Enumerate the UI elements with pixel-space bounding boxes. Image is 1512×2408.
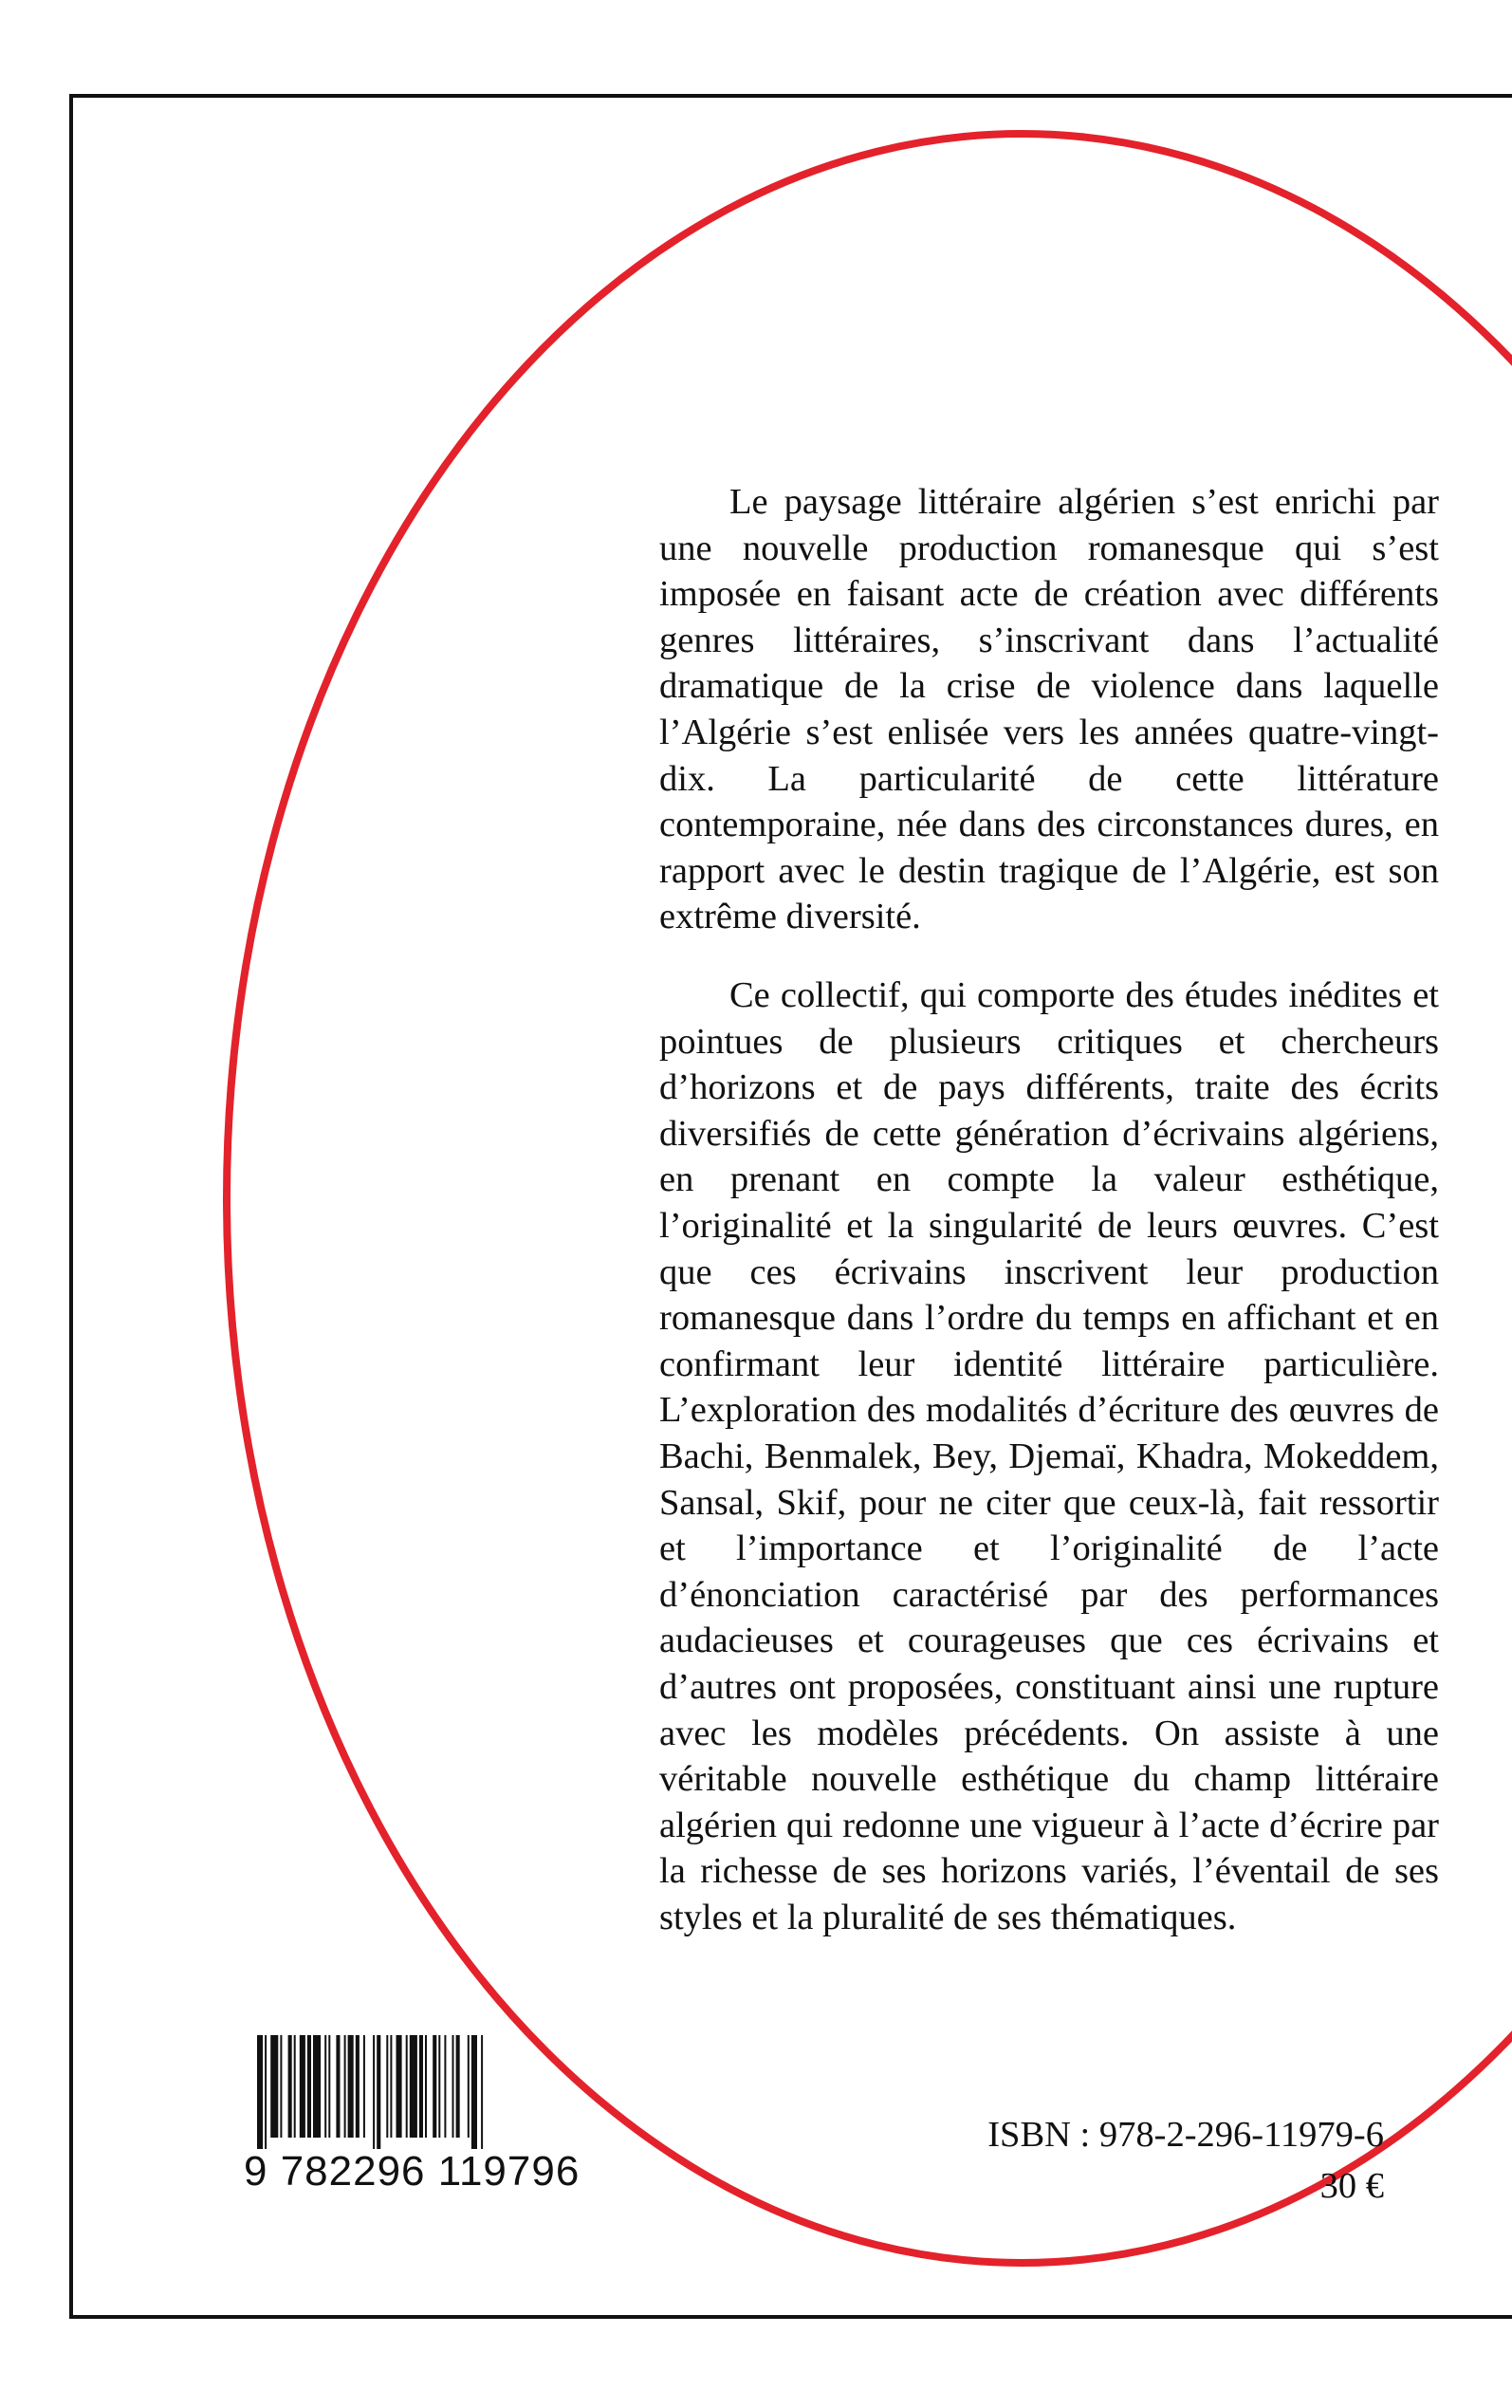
barcode-bar [433,2035,436,2138]
barcode-bar [307,2035,311,2138]
barcode-bar [257,2035,263,2149]
barcode-bar [377,2035,380,2149]
barcode-bar [328,2035,330,2138]
barcode-bar [386,2035,388,2138]
barcode-bar [324,2035,326,2138]
barcode-bar [348,2035,354,2138]
barcode-bar [344,2035,346,2138]
blurb-paragraph-2: Ce collectif, qui comporte des études inédites et pointues de plusieurs critiques et chercheurs d’horizons et de pays différents, traite des écrits diversifiés de cette génération d’écrivains algériens, en prenant en compte la valeur esthétique, l’originalité et la singularité de leurs œuvres. C’est que ces écrivains inscrivent leur production romanesque dans l’ordre du temps en affichant et en confirmant leur identité littéraire particulière. L’exploration des modalités d’écriture des œuvres de Bachi, Benmalek, Bey, Djemaï, Khadra, Mokeddem, Sansal, Skif, pour ne citer que ceux-là, fait ressortir et l’importance et l’originalité de l’acte d’énonciation caractérisé par des performances audacieuses et courageuses que ces écrivains et d’autres ont proposées, constituant ainsi une rupture avec les modèles précédents. On assiste à une véritable nouvelle esthétique du champ littéraire algérien qui redonne une vigueur à l’acte d’écrire par la richesse de ses horizons variés, l’éventail de ses styles et la pluralité de ses thématiques. [659,975,1439,1937]
barcode-bar [265,2035,267,2149]
barcode-bar [419,2035,423,2138]
barcode-bar [336,2035,340,2138]
barcode-bar [373,2035,375,2149]
blurb-paragraph-1: Le paysage littéraire algérien s’est enrichi par une nouvelle production romanesque qui s’est imposée en faisant acte de création avec différents genres littéraires, s’inscrivant dans l’actualité dramatique de la crise de violence dans laquelle l’Algérie s’est enlisée vers les années quatre-vingt-dix. La particularité de cette littérature contemporaine, née dans des circonstances dures, en rapport avec le destin tragique de l’Algérie, est son extrême diversité. [659,482,1439,937]
barcode-bar [300,2035,305,2138]
barcode-bar [363,2035,365,2138]
barcode-bar [356,2035,360,2138]
barcode-bar [406,2035,408,2138]
barcode-bar [288,2035,292,2138]
barcode-bar [444,2035,446,2138]
price-text: 30 € [1319,2166,1384,2206]
barcode-bar [438,2035,440,2138]
isbn-text: ISBN : 978-2-296-11979-6 [987,2115,1384,2155]
barcode-bar [270,2035,278,2138]
barcode-bar [456,2035,460,2138]
isbn-barcode [244,2035,697,2195]
barcode-bar [313,2035,321,2138]
barcode-bars [244,2035,697,2149]
barcode-bar [425,2035,427,2138]
back-cover-frame [69,94,1512,2319]
barcode-bar [481,2035,483,2149]
barcode-bar [280,2035,282,2138]
barcode-bar [452,2035,454,2138]
barcode-bar [390,2035,392,2138]
barcode-digits: 9 782296 119796 [244,2148,581,2195]
barcode-bar [294,2035,296,2138]
barcode-bar [471,2035,477,2149]
barcode-bar [410,2035,417,2138]
barcode-bar [396,2035,402,2138]
barcode-bar [468,2035,470,2138]
